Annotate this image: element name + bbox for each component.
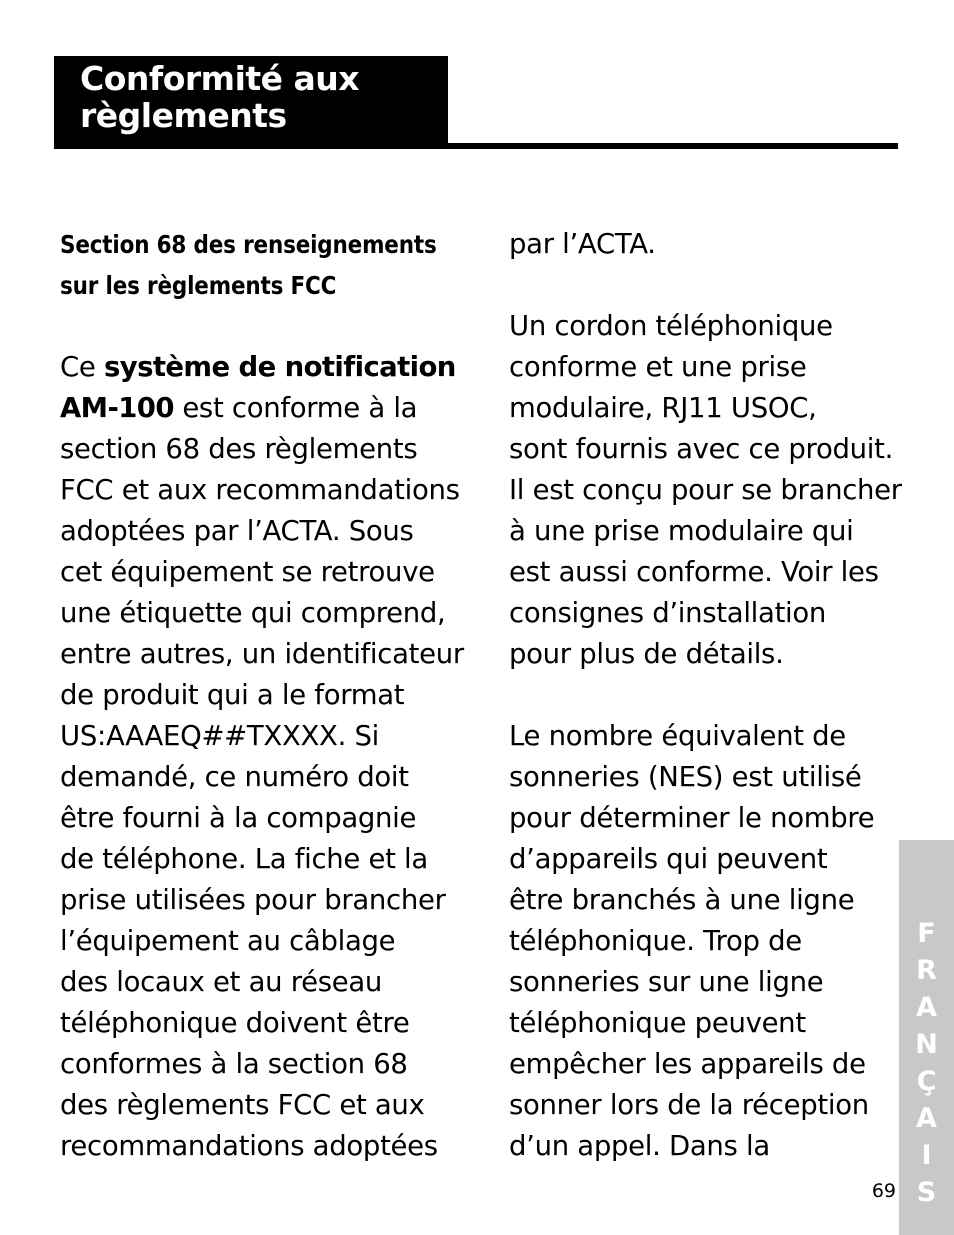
paragraph-line: consignes d’installation [509, 597, 827, 629]
paragraph-line: recommandations adoptées [60, 1130, 438, 1162]
language-tab-label [899, 915, 954, 1211]
paragraph-line: d’un appel. Dans la [509, 1130, 770, 1162]
paragraph-line: sonner lors de la réception [509, 1089, 869, 1121]
paragraph-line: de produit qui a le format [60, 679, 405, 711]
paragraph-line [60, 388, 460, 429]
paragraph-line: d’appareils qui peuvent [509, 843, 828, 875]
page-title-line: règlements [80, 96, 287, 135]
section-heading-line: Section 68 des renseignements [60, 230, 437, 259]
tab-letter: A [916, 1103, 937, 1134]
paragraph-line: téléphonique. Trop de [509, 925, 802, 957]
section-heading-line: sur les règlements FCC [60, 271, 337, 300]
right-column [509, 224, 904, 1167]
paragraph-line: une étiquette qui comprend, [60, 597, 446, 629]
paragraph-gap [60, 306, 460, 347]
page-number: 69 [871, 1180, 896, 1202]
paragraph-line: cet équipement se retrouve [60, 556, 435, 588]
tab-letter: N [915, 1029, 938, 1060]
paragraph-line: section 68 des règlements [60, 433, 418, 465]
tab-letter: I [921, 1140, 932, 1171]
header-rule [54, 143, 898, 149]
paragraph-line: US:AAAEQ##TXXXX. Si [60, 720, 379, 752]
paragraph-line: modulaire, RJ11 USOC, [509, 392, 817, 424]
paragraph-line: entre autres, un identificateur [60, 638, 464, 670]
model-number-bold: AM-100 [60, 392, 174, 424]
paragraph-line: téléphonique peuvent [509, 1007, 806, 1039]
paragraph-line: être branchés à une ligne [509, 884, 855, 916]
paragraph-line: téléphonique doivent être [60, 1007, 410, 1039]
paragraph-line: l’équipement au câblage [60, 925, 396, 957]
page-title [80, 60, 440, 134]
paragraph-line: sont fournis avec ce produit. [509, 433, 894, 465]
paragraph-line: est aussi conforme. Voir les [509, 556, 879, 588]
paragraph-line [60, 347, 460, 388]
paragraph-line: Un cordon téléphonique [509, 310, 833, 342]
paragraph-line: demandé, ce numéro doit [60, 761, 409, 793]
paragraph-line: des locaux et au réseau [60, 966, 383, 998]
paragraph-line: adoptées par l’ACTA. Sous [60, 515, 414, 547]
paragraph-line: prise utilisées pour brancher [60, 884, 446, 916]
paragraph-line: pour plus de détails. [509, 638, 784, 670]
page-title-line: Conformité aux [80, 59, 360, 98]
paragraph-line: conforme et une prise [509, 351, 807, 383]
paragraph-line: pour déterminer le nombre [509, 802, 875, 834]
product-name-bold: système de notification [103, 351, 456, 383]
left-column [60, 224, 464, 1167]
paragraph-line: de téléphone. La fiche et la [60, 843, 428, 875]
paragraph-gap [509, 675, 904, 716]
tab-letter: R [916, 955, 937, 986]
paragraph-line: sonneries sur une ligne [509, 966, 824, 998]
paragraph-line: à une prise modulaire qui [509, 515, 854, 547]
paragraph-line: des règlements FCC et aux [60, 1089, 425, 1121]
paragraph-line: conformes à la section 68 [60, 1048, 408, 1080]
paragraph-line: par l’ACTA. [509, 228, 656, 260]
paragraph-line: Le nombre équivalent de [509, 720, 846, 752]
paragraph-line: FCC et aux recommandations [60, 474, 460, 506]
tab-letter: A [916, 992, 937, 1023]
tab-letter: Ç [916, 1066, 937, 1097]
paragraph-line: Il est conçu pour se brancher [509, 474, 902, 506]
text-run: est conforme à la [173, 392, 418, 424]
paragraph-gap [509, 265, 904, 306]
paragraph-line: être fourni à la compagnie [60, 802, 417, 834]
tab-letter: F [917, 918, 936, 949]
tab-letter: S [916, 1177, 937, 1208]
paragraph-line: sonneries (NES) est utilisé [509, 761, 862, 793]
text-run: Ce [60, 351, 104, 383]
paragraph-line: empêcher les appareils de [509, 1048, 866, 1080]
